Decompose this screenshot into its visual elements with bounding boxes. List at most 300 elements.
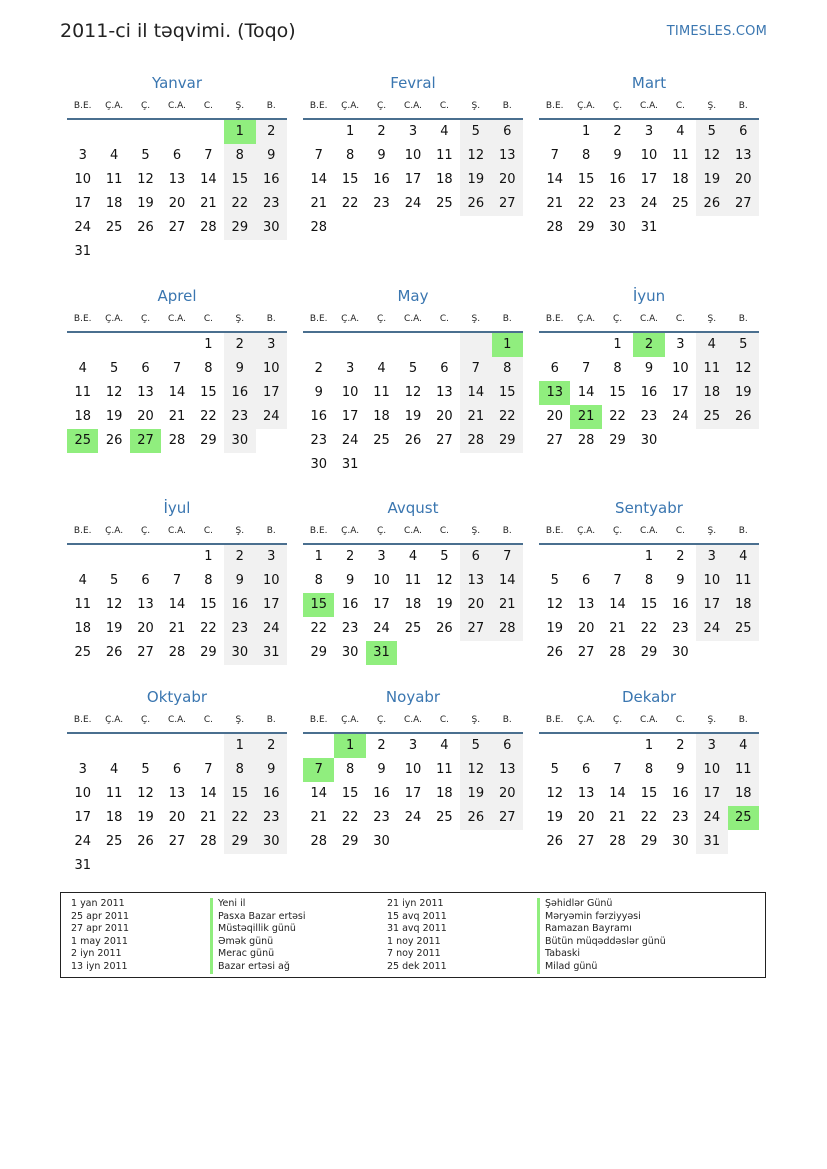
day-cell: 6 — [141, 573, 150, 588]
weekday-label: Ç. — [376, 101, 387, 111]
legend-holiday-name: Tabaski — [537, 948, 666, 961]
day-cell: 22 — [224, 806, 255, 830]
weekday-label: Ç.A. — [341, 314, 360, 324]
weekday-label: Ş. — [707, 715, 717, 725]
day-cell: 10 — [404, 148, 422, 163]
weekday-label: B.E. — [73, 314, 92, 324]
weekday-label: C.A. — [403, 314, 422, 324]
day-cell: 9 — [377, 762, 386, 777]
empty-day-cell — [570, 333, 601, 357]
empty-day-cell — [539, 734, 570, 758]
day-cell: 18 — [696, 381, 727, 405]
weekday-label: Ç.A. — [341, 715, 360, 725]
day-cell: 17 — [696, 593, 727, 617]
weekday-label: Ç. — [376, 715, 387, 725]
day-cell: 4 — [408, 549, 418, 564]
day-cell: 10 — [74, 786, 91, 801]
day-cell: 22 — [341, 196, 359, 211]
weekday-header — [539, 520, 759, 545]
empty-day-cell — [193, 120, 224, 144]
week-row — [303, 545, 523, 569]
week-row — [67, 240, 287, 264]
legend-holiday-name: Merac günü — [210, 948, 306, 961]
day-cell: 8 — [613, 361, 622, 376]
month-calendar — [67, 71, 287, 264]
day-cell: 10 — [256, 569, 287, 593]
page-title: 2011-ci il təqvimi. (Toqo) — [60, 20, 296, 42]
day-cell: 14 — [460, 381, 491, 405]
empty-day-cell — [397, 216, 428, 240]
day-cell: 19 — [460, 782, 491, 806]
weekday-label: C.A. — [403, 101, 422, 111]
day-cell: 20 — [577, 810, 595, 825]
day-cell: 30 — [672, 834, 689, 849]
day-cell: 1 — [314, 549, 323, 564]
empty-day-cell — [98, 545, 129, 569]
day-cell: 6 — [460, 545, 491, 569]
day-cell: 30 — [256, 830, 287, 854]
day-cell: 2 — [345, 549, 355, 564]
day-cell: 9 — [256, 144, 287, 168]
day-cell: 4 — [728, 734, 759, 758]
weekday-label: B.E. — [73, 526, 92, 536]
day-cell: 16 — [224, 381, 255, 405]
weekday-header — [67, 709, 287, 734]
day-cell: 15 — [492, 381, 523, 405]
day-cell: 2 — [377, 124, 386, 139]
weekday-label: Ç. — [140, 314, 151, 324]
weekday-label: Ş. — [707, 314, 717, 324]
day-cell: 26 — [404, 433, 422, 448]
day-cell: 18 — [436, 172, 453, 187]
day-cell: 29 — [224, 216, 255, 240]
weekday-label: C. — [203, 715, 213, 725]
weekday-label: C.A. — [639, 715, 658, 725]
day-cell: 17 — [256, 593, 287, 617]
day-cell: 24 — [373, 621, 390, 636]
day-cell: 3 — [78, 762, 87, 777]
day-cell: 16 — [256, 782, 287, 806]
day-cell: 29 — [640, 645, 658, 660]
day-cell: 9 — [345, 573, 355, 588]
week-row — [67, 854, 287, 878]
weekday-label: Ş. — [471, 526, 481, 536]
day-cell: 31 — [256, 641, 287, 665]
week-row — [303, 782, 523, 806]
day-cell: 29 — [640, 834, 658, 849]
empty-day-cell — [334, 333, 365, 357]
day-cell: 27 — [492, 192, 523, 216]
day-cell: 9 — [377, 148, 386, 163]
day-cell: 13 — [577, 597, 595, 612]
day-cell: 17 — [672, 385, 689, 400]
day-cell: 31 — [696, 830, 727, 854]
weekday-label: Ç.A. — [105, 314, 124, 324]
week-row — [67, 617, 287, 641]
week-row — [539, 806, 759, 830]
day-cell: 25 — [728, 806, 759, 830]
day-cell: 19 — [728, 381, 759, 405]
day-cell: 25 — [696, 405, 727, 429]
day-cell: 10 — [341, 385, 359, 400]
day-cell: 10 — [256, 357, 287, 381]
empty-day-cell — [397, 641, 428, 665]
day-cell: 20 — [577, 621, 595, 636]
day-cell: 6 — [141, 361, 150, 376]
day-cell: 5 — [460, 120, 491, 144]
week-row — [303, 617, 523, 641]
week-row — [539, 641, 759, 665]
day-cell: 1 — [492, 333, 523, 357]
day-cell: 4 — [109, 148, 119, 163]
weekday-label: C. — [439, 526, 449, 536]
week-row — [539, 782, 759, 806]
legend-names-col-1 — [210, 898, 306, 974]
empty-day-cell — [67, 734, 98, 758]
day-cell: 12 — [137, 786, 154, 801]
day-cell: 27 — [492, 806, 523, 830]
week-row — [67, 357, 287, 381]
weekday-label: Ç.A. — [341, 101, 360, 111]
day-cell: 15 — [640, 786, 658, 801]
legend-date: 21 iyn 2011 — [387, 898, 444, 909]
day-cell: 30 — [224, 641, 255, 665]
day-cell: 20 — [546, 409, 563, 424]
empty-day-cell — [98, 240, 129, 264]
day-cell: 22 — [492, 405, 523, 429]
day-cell: 3 — [676, 337, 685, 352]
week-row — [303, 734, 523, 758]
day-cell: 16 — [640, 385, 658, 400]
day-cell: 6 — [172, 148, 182, 163]
weekday-label: Ç. — [612, 314, 623, 324]
day-cell: 3 — [644, 124, 654, 139]
day-cell: 25 — [728, 617, 759, 641]
week-row — [67, 120, 287, 144]
week-row — [303, 333, 523, 357]
weekday-label: C. — [675, 715, 685, 725]
day-cell: 22 — [577, 196, 595, 211]
day-cell: 30 — [672, 645, 689, 660]
empty-day-cell — [602, 734, 633, 758]
weekday-header — [539, 95, 759, 120]
empty-day-cell — [570, 734, 601, 758]
day-cell: 23 — [373, 196, 390, 211]
month-name: Oktyabr — [146, 688, 208, 706]
week-row — [539, 830, 759, 854]
month-name: Mart — [631, 74, 667, 92]
day-cell: 6 — [492, 734, 523, 758]
legend-holiday-name: Məryəmin fərziyyəsi — [537, 911, 666, 924]
weekday-label: B.E. — [545, 526, 564, 536]
day-cell: 13 — [577, 786, 595, 801]
day-cell: 15 — [224, 168, 255, 192]
day-cell: 5 — [440, 549, 449, 564]
legend-date: 1 noy 2011 — [387, 935, 441, 947]
day-cell: 6 — [492, 120, 523, 144]
day-cell: 12 — [436, 573, 453, 588]
day-cell: 27 — [168, 834, 186, 849]
day-cell: 21 — [609, 621, 626, 636]
legend-date: 25 apr 2011 — [71, 910, 130, 922]
weekday-label: B.E. — [545, 715, 564, 725]
day-cell: 7 — [613, 762, 622, 777]
day-cell: 24 — [696, 617, 727, 641]
empty-day-cell — [492, 453, 523, 477]
weekday-label: B. — [266, 715, 276, 725]
week-row — [303, 120, 523, 144]
day-cell: 28 — [168, 645, 186, 660]
weekday-label: B.E. — [309, 715, 328, 725]
day-cell: 27 — [577, 834, 595, 849]
day-cell: 26 — [436, 621, 453, 636]
day-cell: 14 — [310, 172, 327, 187]
day-cell: 21 — [546, 196, 563, 211]
week-row — [539, 617, 759, 641]
week-row — [539, 216, 759, 240]
day-cell: 15 — [341, 786, 359, 801]
day-cell: 16 — [373, 786, 390, 801]
empty-day-cell — [161, 333, 192, 357]
weekday-label: C.A. — [167, 314, 186, 324]
day-cell: 6 — [728, 120, 759, 144]
day-cell: 15 — [609, 385, 626, 400]
day-cell: 14 — [168, 385, 186, 400]
empty-day-cell — [161, 120, 192, 144]
week-row — [539, 144, 759, 168]
empty-day-cell — [539, 333, 570, 357]
day-cell: 6 — [581, 573, 591, 588]
weekday-label: C.A. — [167, 715, 186, 725]
day-cell: 5 — [550, 573, 559, 588]
day-cell: 2 — [613, 124, 622, 139]
weekday-label: C. — [203, 101, 213, 111]
day-cell: 25 — [105, 834, 123, 849]
day-cell: 16 — [256, 168, 287, 192]
week-row — [303, 144, 523, 168]
day-cell: 29 — [200, 433, 217, 448]
weekday-label: B. — [738, 526, 748, 536]
empty-day-cell — [334, 216, 365, 240]
day-cell: 8 — [581, 148, 591, 163]
day-cell: 6 — [440, 361, 449, 376]
day-cell: 19 — [404, 409, 422, 424]
empty-day-cell — [67, 333, 98, 357]
day-cell: 28 — [546, 220, 563, 235]
day-cell: 22 — [640, 621, 658, 636]
weekday-label: B.E. — [309, 314, 328, 324]
day-cell: 24 — [672, 409, 689, 424]
day-cell: 22 — [609, 409, 626, 424]
weekday-label: Ç.A. — [341, 526, 360, 536]
day-cell: 19 — [137, 810, 154, 825]
empty-day-cell — [492, 830, 523, 854]
week-row — [303, 453, 523, 477]
day-cell: 27 — [728, 192, 759, 216]
day-cell: 11 — [74, 597, 91, 612]
day-cell: 14 — [200, 172, 217, 187]
weekday-header — [67, 308, 287, 333]
day-cell: 18 — [436, 786, 453, 801]
week-row — [303, 758, 523, 782]
empty-day-cell — [161, 545, 192, 569]
day-cell: 31 — [74, 244, 91, 259]
day-cell: 16 — [609, 172, 626, 187]
day-cell: 10 — [404, 762, 422, 777]
weekday-label: Ç.A. — [577, 526, 596, 536]
legend-holiday-name: Ramazan Bayramı — [537, 923, 666, 936]
day-cell: 6 — [550, 361, 559, 376]
empty-day-cell — [67, 545, 98, 569]
empty-day-cell — [570, 545, 601, 569]
day-cell: 5 — [460, 734, 491, 758]
day-cell: 21 — [492, 593, 523, 617]
weekday-label: Ş. — [471, 314, 481, 324]
day-cell: 9 — [613, 148, 622, 163]
weekday-label: Ş. — [235, 526, 245, 536]
weekday-label: B.E. — [309, 101, 328, 111]
day-cell: 26 — [460, 806, 491, 830]
day-cell: 22 — [224, 192, 255, 216]
weekday-label: B. — [738, 314, 748, 324]
day-cell: 13 — [728, 144, 759, 168]
weekday-label: C. — [675, 101, 685, 111]
day-cell: 4 — [696, 333, 727, 357]
day-cell: 9 — [224, 569, 255, 593]
month-name: Fevral — [390, 74, 436, 92]
day-cell: 10 — [672, 361, 689, 376]
day-cell: 22 — [200, 621, 217, 636]
month-name: May — [397, 287, 429, 305]
day-cell: 30 — [224, 429, 255, 453]
day-cell: 12 — [696, 144, 727, 168]
week-row — [539, 381, 759, 405]
day-cell: 13 — [539, 381, 570, 405]
day-cell: 30 — [640, 433, 658, 448]
day-cell: 24 — [696, 806, 727, 830]
day-cell: 30 — [256, 216, 287, 240]
empty-day-cell — [460, 453, 491, 477]
week-row — [67, 405, 287, 429]
month-name: Sentyabr — [615, 499, 683, 517]
day-cell: 23 — [224, 405, 255, 429]
empty-day-cell — [98, 734, 129, 758]
day-cell: 13 — [492, 144, 523, 168]
day-cell: 27 — [130, 429, 161, 453]
day-cell: 26 — [137, 220, 154, 235]
day-cell: 17 — [640, 172, 658, 187]
week-row — [67, 168, 287, 192]
weekday-label: C.A. — [639, 314, 658, 324]
month-calendar — [303, 284, 523, 477]
day-cell: 4 — [109, 762, 119, 777]
day-cell: 8 — [204, 573, 213, 588]
day-cell: 1 — [644, 738, 654, 753]
day-cell: 28 — [492, 617, 523, 641]
weekday-label: B.E. — [545, 314, 564, 324]
day-cell: 3 — [256, 333, 287, 357]
day-cell: 4 — [440, 124, 449, 139]
empty-day-cell — [193, 854, 224, 878]
day-cell: 14 — [492, 569, 523, 593]
day-cell: 29 — [492, 429, 523, 453]
weekday-label: Ç. — [376, 314, 387, 324]
day-cell: 6 — [581, 762, 591, 777]
week-row — [539, 192, 759, 216]
day-cell: 18 — [728, 782, 759, 806]
day-cell: 8 — [204, 361, 213, 376]
day-cell: 13 — [137, 385, 154, 400]
day-cell: 19 — [696, 168, 727, 192]
day-cell: 24 — [341, 433, 359, 448]
day-cell: 8 — [492, 357, 523, 381]
day-cell: 13 — [436, 385, 453, 400]
weekday-label: Ç. — [612, 715, 623, 725]
day-cell: 24 — [640, 196, 658, 211]
day-cell: 14 — [546, 172, 563, 187]
legend-holiday-name: Müstəqillik günü — [210, 923, 306, 936]
day-cell: 23 — [256, 806, 287, 830]
day-cell: 14 — [577, 385, 595, 400]
month-calendar — [67, 685, 287, 878]
week-row — [67, 545, 287, 569]
brand-link[interactable]: TIMESLES.COM — [666, 24, 767, 39]
weekday-label: Ş. — [707, 526, 717, 536]
day-cell: 27 — [546, 433, 563, 448]
day-cell: 18 — [74, 621, 91, 636]
day-cell: 15 — [640, 597, 658, 612]
month-calendar — [303, 685, 523, 854]
day-cell: 25 — [436, 196, 453, 211]
day-cell: 9 — [224, 357, 255, 381]
empty-day-cell — [256, 429, 287, 453]
day-cell: 7 — [581, 361, 591, 376]
day-cell: 8 — [345, 762, 355, 777]
week-row — [67, 381, 287, 405]
empty-day-cell — [130, 545, 161, 569]
empty-day-cell — [696, 429, 727, 453]
day-cell: 24 — [256, 617, 287, 641]
day-cell: 16 — [224, 593, 255, 617]
weekday-label: Ç.A. — [577, 314, 596, 324]
day-cell: 20 — [137, 409, 154, 424]
weekday-label: Ç. — [612, 101, 623, 111]
weekday-header — [303, 95, 523, 120]
day-cell: 1 — [345, 124, 355, 139]
day-cell: 4 — [377, 361, 386, 376]
day-cell: 11 — [105, 172, 123, 187]
empty-day-cell — [98, 120, 129, 144]
empty-day-cell — [492, 641, 523, 665]
day-cell: 14 — [609, 597, 626, 612]
day-cell: 20 — [168, 196, 186, 211]
weekday-label: B. — [502, 715, 512, 725]
weekday-label: Ç.A. — [577, 101, 596, 111]
day-cell: 16 — [672, 597, 689, 612]
empty-day-cell — [161, 734, 192, 758]
week-row — [67, 782, 287, 806]
day-cell: 10 — [74, 172, 91, 187]
legend-date: 25 dek 2011 — [387, 960, 447, 972]
day-cell: 2 — [676, 549, 685, 564]
empty-day-cell — [539, 120, 570, 144]
legend-holiday-name: Şəhidlər Günü — [537, 898, 666, 911]
day-cell: 28 — [310, 220, 327, 235]
day-cell: 16 — [341, 597, 359, 612]
empty-day-cell — [303, 333, 334, 357]
day-cell: 2 — [633, 333, 664, 357]
day-cell: 7 — [172, 361, 182, 376]
